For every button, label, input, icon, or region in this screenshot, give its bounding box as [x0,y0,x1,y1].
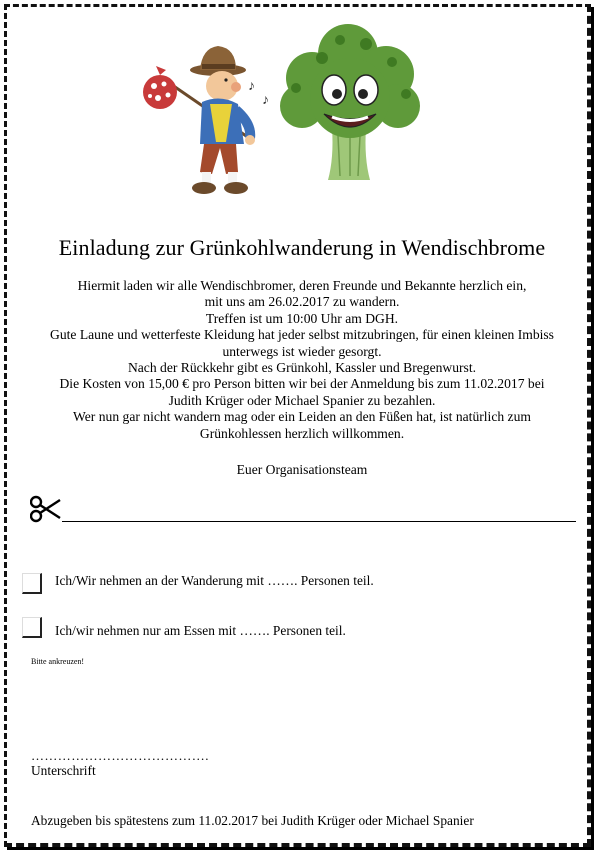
cut-line [62,521,576,522]
body-line: Treffen ist um 10:00 Uhr am DGH. [205,310,399,326]
body-line: Judith Krüger oder Michael Spanier zu bezahlen. [168,392,436,408]
invitation-title: Einladung zur Grünkohlwanderung in Wendischbrome [58,235,546,260]
body-line: Hiermit laden wir alle Wendischbromer, deren Freunde und Bekannte herzlich ein, [77,278,527,293]
body-line: Nach der Rückkehr gibt es Grünkohl, Kassler und Bregenwurst. [127,360,477,376]
svg-text:♪: ♪ [248,79,255,94]
wanderung-option-label: Ich/Wir nehmen an der Wanderung mit ……. Personen teil. [55,573,374,588]
return-notice: Abzugeben bis spätestens zum 11.02.2017 bei Judith Krüger oder Michael Spanier [31,813,474,828]
essen-checkbox[interactable] [22,617,42,638]
signature-line: …………………………………. [31,748,209,763]
hiker-illustration [140,40,280,200]
wanderung-checkbox[interactable] [22,573,42,594]
essen-option-label: Ich/wir nehmen nur am Essen mit ……. Personen teil. [55,623,346,638]
signature-label: Unterschrift [31,763,96,778]
signoff: Euer Organisationsteam [236,462,368,477]
body-line: Die Kosten von 15,00 € pro Person bitten wir bei der Anmeldung bis zum 11.02.2017 bei [59,376,545,392]
body-line: Gute Laune und wetterfeste Kleidung hat jeder selbst mitzubringen, für einen kleinen Imbiss [50,327,554,343]
broccoli-illustration [262,18,437,188]
body-line: mit uns am 26.02.2017 zu wandern. [204,294,400,310]
svg-text:♪: ♪ [262,93,269,108]
checkbox-hint: Bitte ankreuzen! [31,657,85,666]
body-line: unterwegs ist wieder gesorgt. [222,343,382,359]
body-line: Wer nun gar nicht wandern mag oder ein Leiden an den Füßen hat, ist natürlich zum [73,409,531,425]
scissors-icon [30,494,62,524]
invitation-body [20,278,584,442]
body-line: Grünkohlessen herzlich willkommen. [199,425,405,441]
